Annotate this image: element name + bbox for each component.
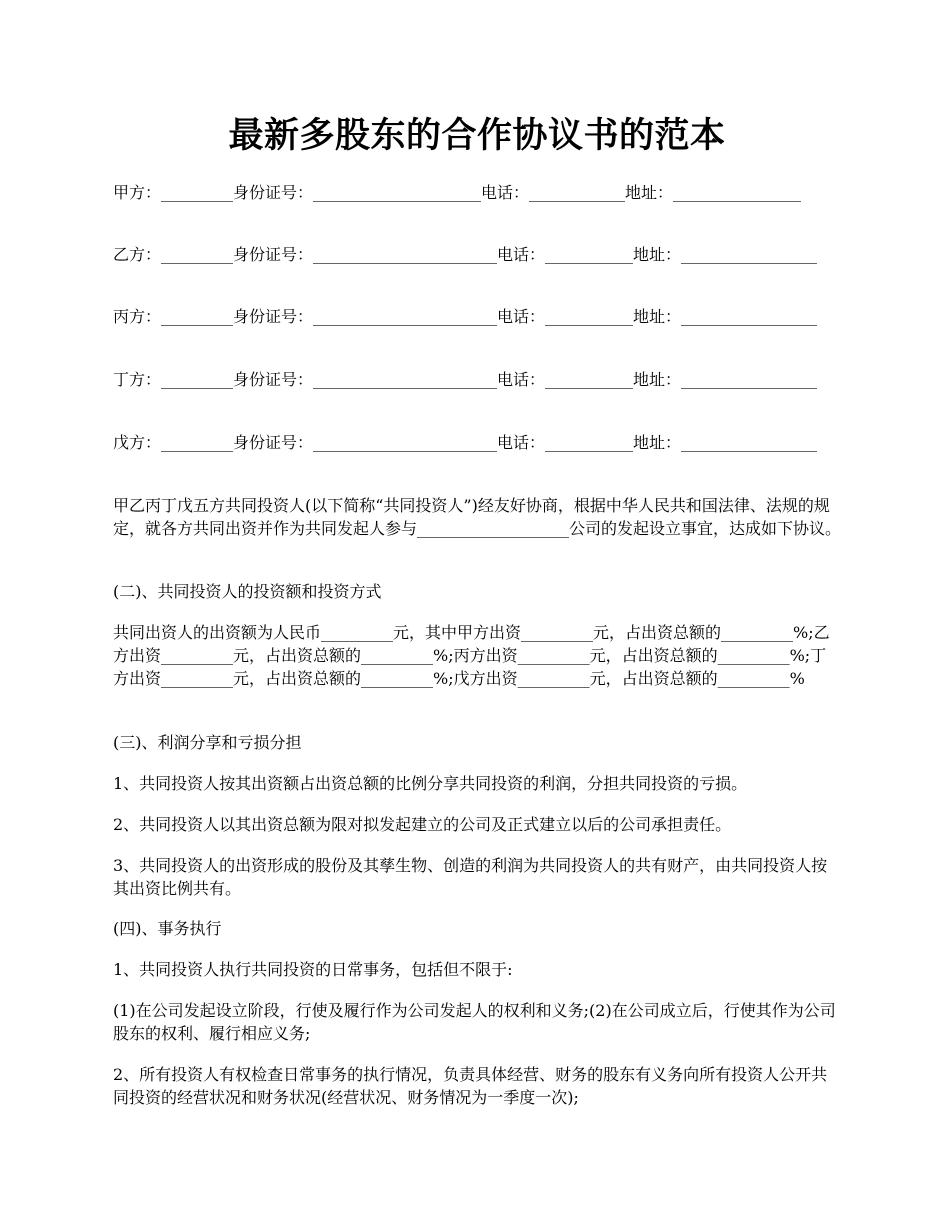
- intro-paragraph: 甲乙丙丁戊五方共同投资人(以下简称“共同投资人”)经友好协商，根据中华人民共和国法律、法规的规定，就各方共同出资并作为共同发起人参与___________________公司的发起设立事宜，达成如下协议。: [113, 496, 842, 538]
- party-e-line: 戊方：_________身份证号：_______________________电话：___________地址：_________________: [113, 433, 818, 452]
- party-b-line: 乙方：_________身份证号：_______________________电话：___________地址：_________________: [113, 245, 818, 264]
- profit-clause-2: 2、共同投资人以其出资总额为限对拟发起建立的公司及正式建立以后的公司承担责任。: [113, 815, 732, 834]
- section-heading-4: (四)、事务执行: [113, 919, 222, 938]
- party-d-line: 丁方：_________身份证号：_______________________电话：___________地址：_________________: [113, 370, 818, 389]
- party-c-line: 丙方：_________身份证号：_______________________电话：___________地址：_________________: [113, 307, 818, 326]
- investment-paragraph: 共同出资人的出资额为人民币_________元，其中甲方出资_________元，占出资总额的_________%;乙方出资_________元，占出资总额的_________%;丙方出资_________元，占出资总额的_________%;丁方出资_________元，占出资总额的_________%;戊方出资_________元，占出资总额的_________%: [113, 623, 830, 688]
- profit-clause-1: 1、共同投资人按其出资额占出资总额的比例分享共同投资的利润，分担共同投资的亏损。: [113, 774, 748, 793]
- party-a-line: 甲方：_________身份证号：_____________________电话：____________地址：________________: [113, 183, 802, 202]
- document-title: 最新多股东的合作协议书的范本: [228, 115, 726, 156]
- affairs-clause-1-detail: (1)在公司发起设立阶段，行使及履行作为公司发起人的权利和义务;(2)在公司成立后，行使其作为公司股东的权利、履行相应义务;: [113, 1001, 836, 1043]
- section-heading-2: (二)、共同投资人的投资额和投资方式: [113, 582, 382, 601]
- section-heading-3: (三)、利润分享和亏损分担: [113, 733, 302, 752]
- affairs-clause-1: 1、共同投资人执行共同投资的日常事务，包括但不限于:: [113, 960, 513, 979]
- affairs-clause-2: 2、所有投资人有权检查日常事务的执行情况，负责具体经营、财务的股东有义务向所有投资人公开共同投资的经营状况和财务状况(经营状况、财务情况为一季度一次);: [113, 1065, 828, 1107]
- profit-clause-3: 3、共同投资人的出资形成的股份及其孳生物、创造的利润为共同投资人的共有财产，由共同投资人按其出资比例共有。: [113, 856, 828, 898]
